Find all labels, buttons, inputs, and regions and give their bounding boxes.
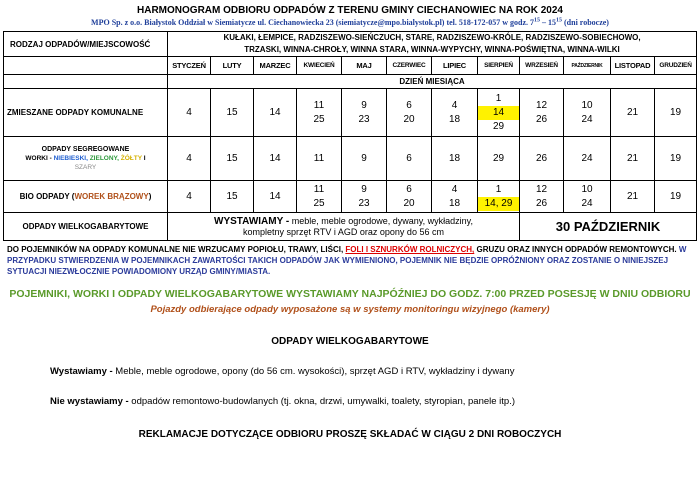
schedule-table <box>3 31 697 241</box>
date-cell: 21 <box>611 181 655 213</box>
towns-cell <box>168 32 697 57</box>
bulky-waste-label: ODPADY WIELKOGABARYTOWE <box>4 213 168 241</box>
date-cell: 4 18 <box>432 89 478 137</box>
bulky-info-title: ODPADY WIELKOGABARYTOWE <box>271 336 429 347</box>
month-header: CZERWIEC <box>387 57 432 75</box>
month-header: SIERPIEŃ <box>478 57 520 75</box>
date-cell: 24 <box>564 137 611 181</box>
date-cell: 10 24 <box>564 181 611 213</box>
complaint-notice: REKLAMACJE DOTYCZĄCE ODBIORU PROSZĘ SKŁADAĆ W CIĄGU 2 DNI ROBOCZYCH <box>138 429 562 440</box>
date-cell: 19 <box>655 89 697 137</box>
day-of-month-header: DZIEŃ MIESIĄCA <box>168 75 697 89</box>
date-cell: 19 <box>655 137 697 181</box>
month-header: LISTOPAD <box>611 57 655 75</box>
bulky-not-allowed: Nie wystawiamy - odpadów remontowo-budowlanych (tj. okna, drzwi, umywalki, toalety, styropian, panele itp.) <box>50 396 516 407</box>
date-cell: 4 <box>168 89 211 137</box>
date-cell: 21 <box>611 137 655 181</box>
month-header: MAJ <box>342 57 387 75</box>
date-cell: 12 26 <box>520 89 564 137</box>
month-header: WRZESIEŃ <box>520 57 564 75</box>
month-header: MARZEC <box>254 57 297 75</box>
mixed-waste-label: ZMIESZANE ODPADY KOMUNALNE <box>4 89 168 137</box>
contact-main: MPO Sp. z o.o. Białystok Oddział w Siemiatycze ul. Ciechanowiecka 23 (siemiatycze@mpo.bialystok.pl) tel. 518-172-057 w godz. 7 <box>91 18 534 27</box>
collection-time-notice: POJEMNIKI, WORKI I ODPADY WIELKOGABARYTOWE WYSTAWIAMY NAJPÓŹNIEJ DO GODZ. 7:00 PRZED POSESJĘ W DNIU ODBIORU Pojazdy odbierające odpady wyposażone są w systemy monitoringu wizyjnego (kamery) <box>9 288 691 315</box>
date-cell: 11 <box>297 137 342 181</box>
date-cell: 19 <box>655 181 697 213</box>
date-cell-highlighted: 1 14, 29 <box>478 181 520 213</box>
warning-notice: DO POJEMNIKÓW NA ODPADY KOMUNALNE NIE WRZUCAMY POPIOŁU, TRAWY, LIŚCI, FOLI I SZNURKÓW ROLNICZYCH, GRUZU ORAZ INNYCH ODPADÓW REMONTOWYCH. W PRZYPADKU STWIERDZENIA W POJEMNIKACH ZAWARTOŚCI TAKICH ODPADÓW JAK WYMIENIONO, POJEMNIK NIE BĘDZIE OPRÓŻNIONY ORAZ ZOSTANIE O NINIEJSZEJ SYTUACJI NIEZWŁOCZNIE POWIADOMIONY URZĄD GMINY/MIASTA. <box>7 245 687 276</box>
date-cell: 4 18 <box>432 181 478 213</box>
date-cell: 15 <box>211 137 254 181</box>
date-cell: 14 <box>254 89 297 137</box>
date-cell: 10 24 <box>564 89 611 137</box>
date-cell: 6 20 <box>387 181 432 213</box>
bulky-waste-description: WYSTAWIAMY - meble, meble ogrodowe, dywany, wykładziny, kompletny sprzęt RTV i AGD oraz opony do 56 cm <box>168 213 520 241</box>
month-header: LIPIEC <box>432 57 478 75</box>
contact-mid: – 15 <box>540 18 556 27</box>
contact-line <box>3 17 697 29</box>
bulky-waste-date: 30 PAŹDZIERNIK <box>520 213 697 241</box>
date-cell: 4 <box>168 181 211 213</box>
date-cell: 9 <box>342 137 387 181</box>
segregated-grey-bag: SZARY <box>74 164 97 171</box>
month-header: STYCZEŃ <box>168 57 211 75</box>
month-header: LUTY <box>211 57 254 75</box>
month-header: GRUDZIEŃ <box>655 57 697 75</box>
date-cell: 9 23 <box>342 89 387 137</box>
date-cell: 14 <box>254 181 297 213</box>
contact-hour-end: 15 <box>556 17 562 24</box>
date-cell: 11 25 <box>297 181 342 213</box>
blank-cell <box>4 75 168 89</box>
contact-end: (dni robocze) <box>562 18 609 27</box>
segregated-bags: WORKI - NIEBIESKI, ZIELONY, ŻÓŁTY I <box>25 155 146 162</box>
month-header: PAŹDZIERNIK <box>564 57 611 75</box>
contact-hour-start: 15 <box>534 17 540 24</box>
segregated-title: ODPADY SEGREGOWANE <box>41 146 130 153</box>
date-cell: 14 <box>254 137 297 181</box>
date-cell: 6 <box>387 137 432 181</box>
date-cell: 26 <box>520 137 564 181</box>
date-cell: 15 <box>211 89 254 137</box>
segregated-waste-label <box>4 137 168 181</box>
date-cell: 21 <box>611 89 655 137</box>
date-cell: 9 23 <box>342 181 387 213</box>
towns-line-1: KUŁAKI, ŁEMPICE, RADZISZEWO-SIEŃCZUCH, STARE, RADZISZEWO-KRÓLE, RADZISZEWO-SOBIECHOWO, <box>223 33 641 42</box>
date-cell: 29 <box>478 137 520 181</box>
highlighted-date: 14, 29 <box>478 197 519 211</box>
date-cell: 15 <box>211 181 254 213</box>
bio-waste-label: BIO ODPADY (WOREK BRĄZOWY) <box>4 181 168 213</box>
bulky-allowed: Wystawiamy - Meble, meble ogrodowe, opony (do 56 cm. wysokości), sprzęt AGD i RTV, wykładziny i dywany <box>50 366 515 377</box>
highlighted-date: 14 <box>478 106 519 120</box>
date-cell: 18 <box>432 137 478 181</box>
date-cell: 4 <box>168 137 211 181</box>
page-title: HARMONOGRAM ODBIORU ODPADÓW Z TERENU GMINY CIECHANOWIEC NA ROK 2024 <box>137 5 563 16</box>
date-cell-highlighted: 1 14 29 <box>478 89 520 137</box>
date-cell: 11 25 <box>297 89 342 137</box>
date-cell: 6 20 <box>387 89 432 137</box>
row-label-header: RODZAJ ODPADÓW/MIEJSCOWOŚĆ <box>4 32 168 57</box>
blank-cell <box>4 57 168 75</box>
month-header: KWIECIEŃ <box>297 57 342 75</box>
towns-line-2: TRZASKI, WINNA-CHROŁY, WINNA STARA, WINNA-WYPYCHY, WINNA-POŚWIĘTNA, WINNA-WILKI <box>244 45 620 54</box>
date-cell: 12 26 <box>520 181 564 213</box>
